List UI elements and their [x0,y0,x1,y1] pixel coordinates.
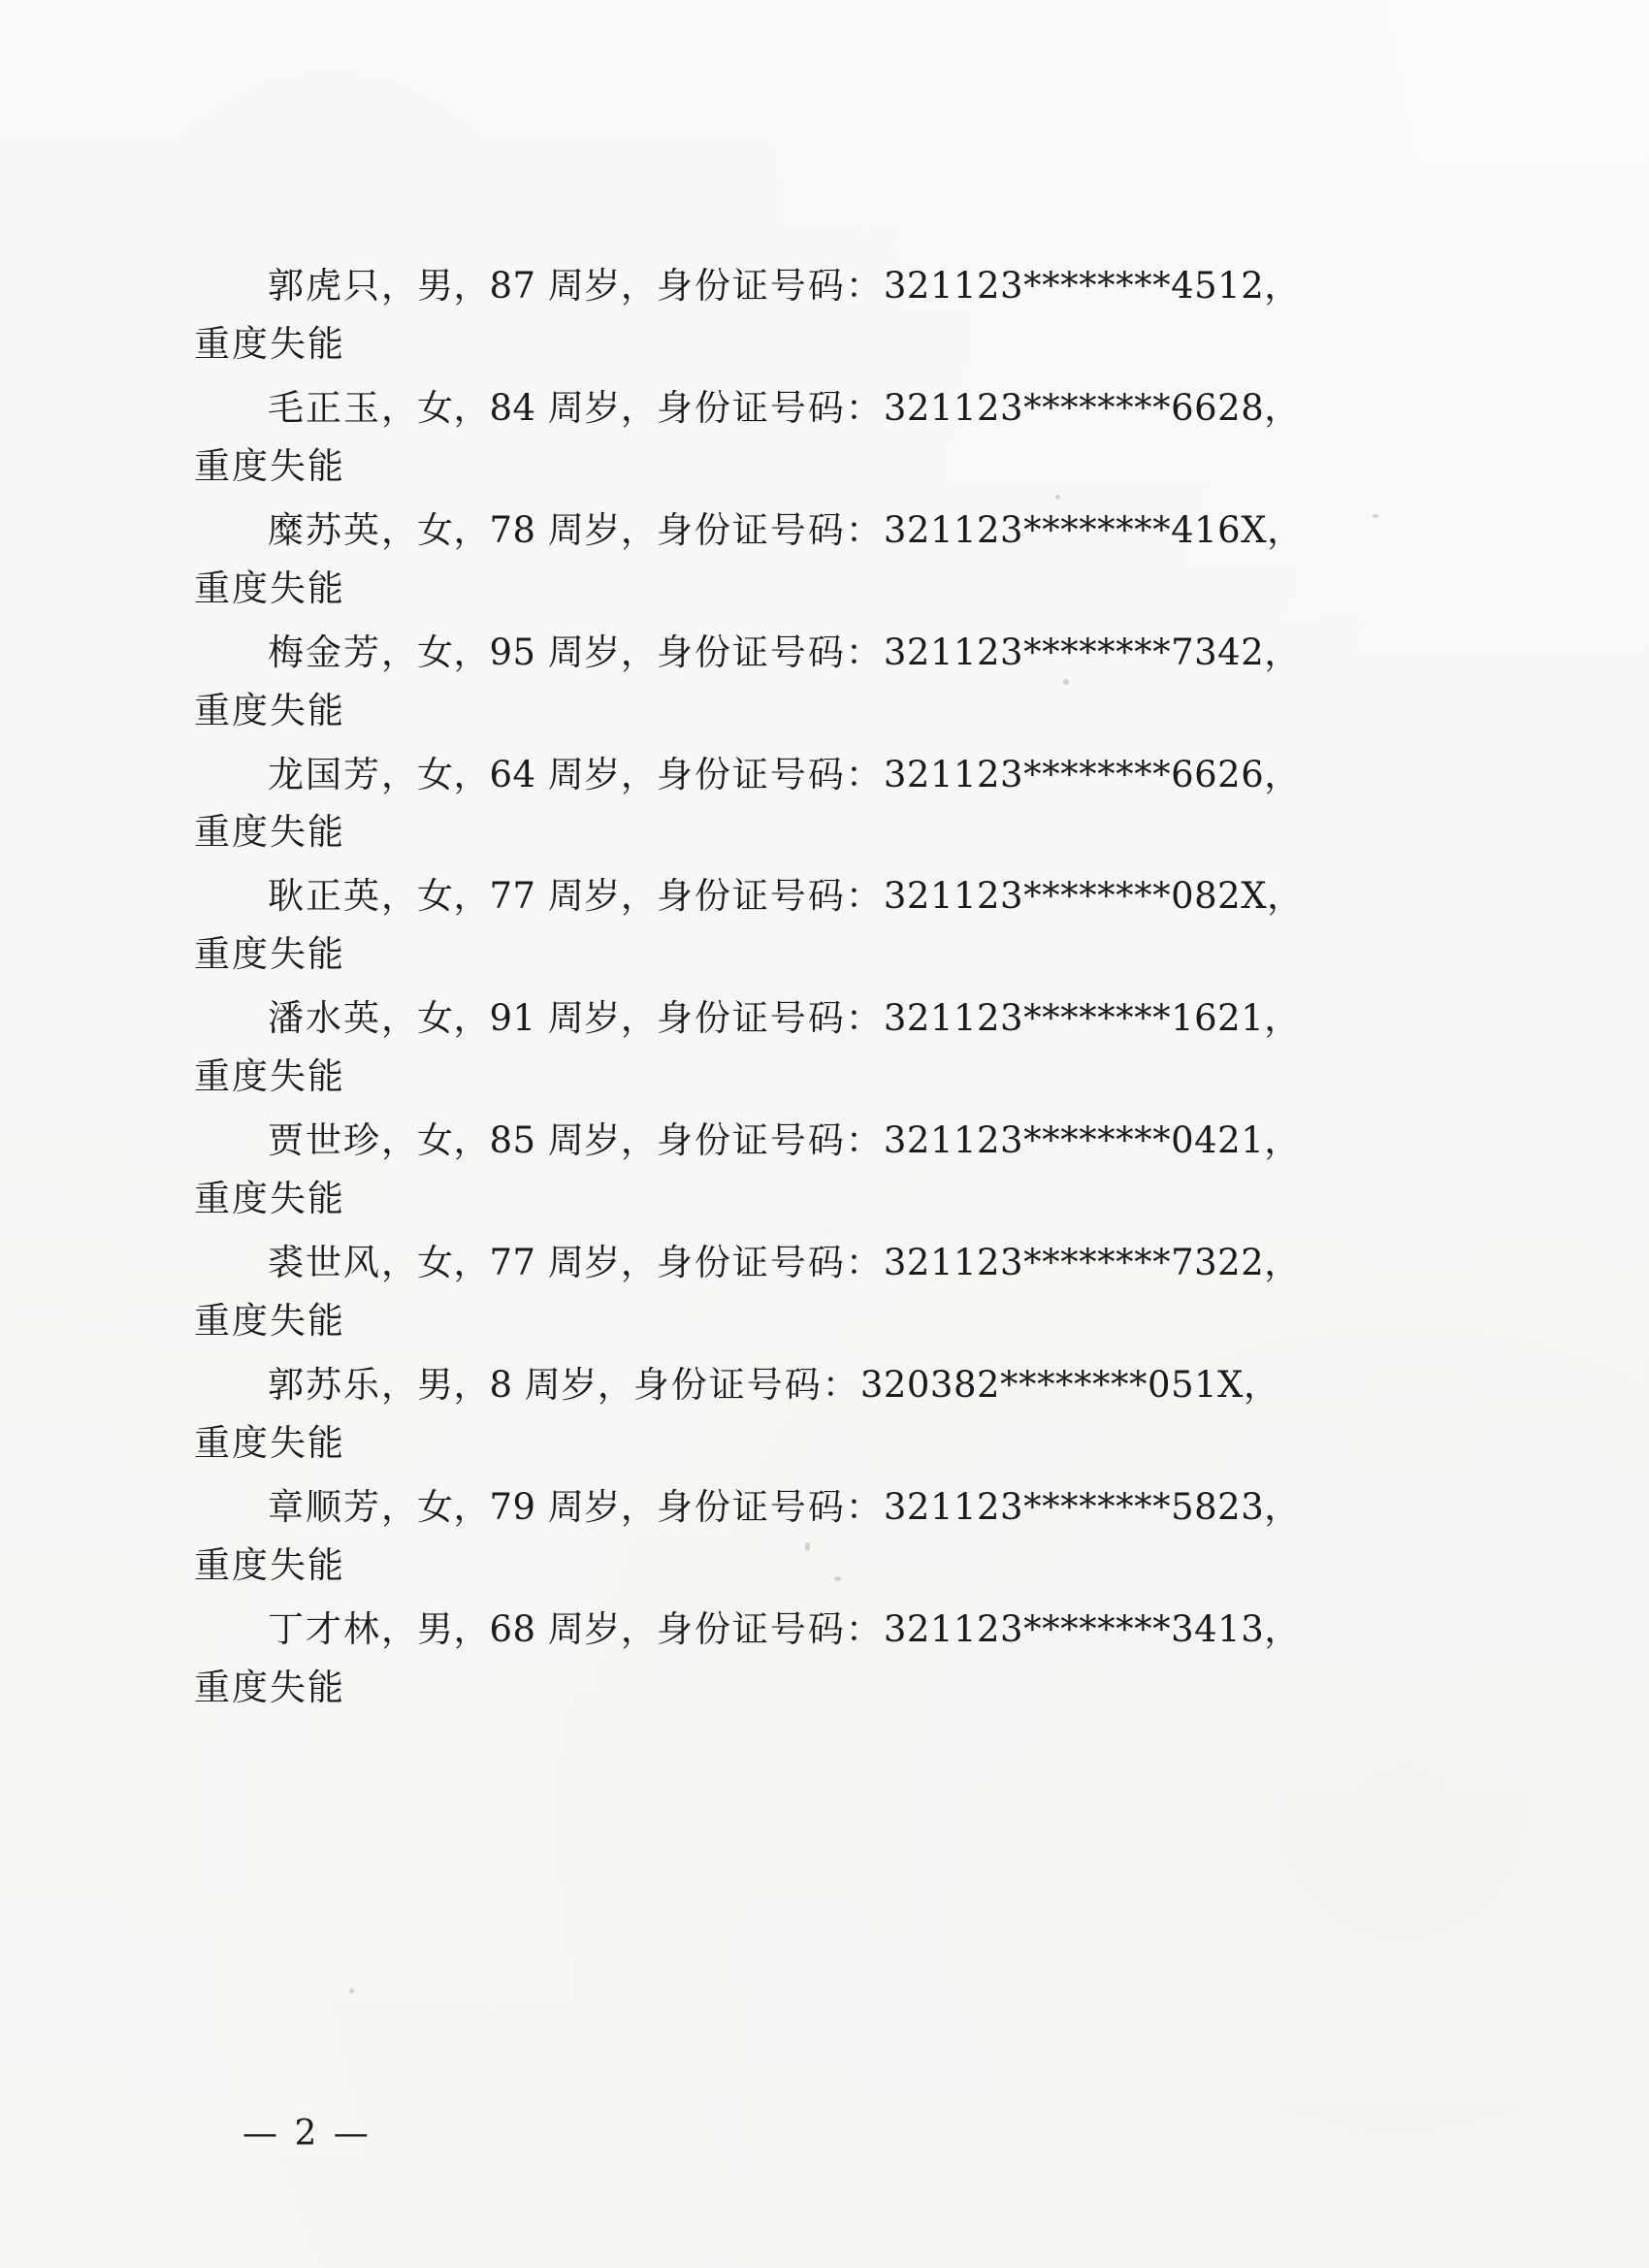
entry-item [194,867,1387,984]
entry-gender: 女 [417,1119,454,1162]
entry-separator: ， [381,997,417,1040]
entry-separator: ， [620,1242,657,1283]
entry-separator: ， [1264,997,1301,1040]
entry-gender: 男 [417,265,454,307]
entry-separator: ， [453,1119,490,1162]
entry-age-unit: 周岁 [535,386,621,429]
entry-gender: 女 [417,508,454,551]
entry-separator: ， [1264,1485,1301,1528]
entry-id-number: 321123********4512 [883,265,1265,307]
entry-id-label: 身份证号码： [656,1119,884,1162]
entry-separator: ， [620,386,657,429]
entry-name: 毛正玉 [268,386,381,429]
entry-separator: ， [620,1485,657,1528]
entry-item [194,1234,1387,1350]
entry-main-line [194,379,1387,437]
entry-item [194,1112,1387,1228]
entry-age-unit: 周岁 [535,875,621,918]
entry-separator: ， [597,1363,633,1406]
entry-separator: ， [620,265,657,307]
entry-status: 重度失能 [194,444,345,487]
entry-gender: 男 [417,1607,454,1650]
entry-separator: ， [381,1607,417,1650]
entry-main-line [194,746,1387,804]
entry-separator: ， [381,1119,417,1162]
entry-age: 64 [489,753,536,795]
entry-status: 重度失能 [194,1543,345,1586]
entry-gender: 女 [417,631,454,673]
entry-name: 丁才林 [268,1607,381,1650]
entry-age-unit: 周岁 [535,1485,621,1528]
entry-separator: ， [1264,1119,1301,1162]
entry-item [194,1601,1387,1717]
entry-id-label: 身份证号码： [656,386,884,429]
entry-separator: ， [620,997,657,1040]
entry-separator: ， [1264,631,1301,673]
entry-age-unit: 周岁 [535,753,621,795]
entry-id-number: 321123********6626 [883,753,1265,795]
entry-separator: ， [453,508,490,551]
entry-id-label: 身份证号码： [656,631,884,673]
entry-separator: ， [381,753,417,795]
entry-item [194,1356,1387,1473]
entry-status: 重度失能 [194,1421,345,1464]
entry-list [194,257,1387,1723]
entry-item [194,257,1387,373]
entry-id-label: 身份证号码： [656,508,884,551]
entry-separator: ， [381,875,417,918]
entry-item [194,379,1387,496]
entry-id-label: 身份证号码： [656,997,884,1040]
entry-separator: ， [1264,265,1301,307]
entry-status: 重度失能 [194,689,345,731]
entry-gender: 女 [417,1242,454,1283]
entry-separator: ， [381,508,417,551]
entry-gender: 女 [417,1485,454,1528]
entry-separator: ， [1264,753,1301,795]
entry-main-line [194,1601,1387,1659]
entry-separator: ， [453,1363,490,1406]
entry-gender: 女 [417,997,454,1040]
entry-id-label: 身份证号码： [656,265,884,307]
entry-separator: ， [620,875,657,918]
entry-age: 68 [489,1607,536,1650]
entry-separator: ， [1267,875,1304,918]
entry-separator: ， [453,753,490,795]
entry-id-number: 321123********1621 [883,997,1265,1040]
entry-age-unit: 周岁 [535,265,621,307]
entry-separator: ， [1244,1363,1280,1406]
entry-status: 重度失能 [194,1178,345,1220]
entry-main-line [194,502,1387,560]
entry-main-line [194,257,1387,315]
entry-item [194,1478,1387,1595]
entry-separator: ， [453,1242,490,1283]
entry-id-number: 321123********5823 [883,1485,1265,1528]
entry-status: 重度失能 [194,567,345,609]
entry-status: 重度失能 [194,1299,345,1342]
entry-separator: ， [620,508,657,551]
entry-gender: 男 [417,1363,454,1406]
entry-separator: ， [620,1119,657,1162]
entry-separator: ， [1264,386,1301,429]
entry-separator: ， [381,1242,417,1283]
entry-name: 耿正英 [268,875,381,918]
entry-separator: ， [381,1363,417,1406]
page-number: — 2 — [242,2114,372,2154]
entry-main-line [194,1234,1387,1292]
entry-age-unit: 周岁 [535,997,621,1040]
entry-separator: ， [620,753,657,795]
entry-name: 梅金芳 [268,631,381,673]
entry-item [194,746,1387,862]
entry-separator: ， [453,631,490,673]
entry-main-line [194,867,1387,925]
entry-age-unit: 周岁 [535,508,621,551]
entry-separator: ， [381,386,417,429]
entry-id-label: 身份证号码： [656,875,884,918]
entry-main-line [194,989,1387,1048]
entry-age: 87 [489,265,536,307]
entry-id-number: 321123********3413 [883,1607,1265,1650]
entry-separator: ， [1267,508,1304,551]
entry-separator: ， [381,1485,417,1528]
entry-id-number: 321123********416X [883,508,1268,551]
entry-status: 重度失能 [194,933,345,976]
entry-id-number: 321123********7342 [883,631,1265,673]
entry-separator: ， [1264,1242,1301,1283]
entry-age-unit: 周岁 [512,1363,598,1406]
entry-name: 裘世风 [268,1242,381,1283]
entry-age: 8 [489,1363,513,1406]
entry-separator: ， [620,631,657,673]
entry-status: 重度失能 [194,1055,345,1098]
entry-separator: ， [1264,1607,1301,1650]
entry-age: 95 [489,631,536,673]
entry-id-label: 身份证号码： [632,1363,860,1406]
entry-age: 79 [489,1485,536,1528]
entry-main-line [194,1356,1387,1414]
entry-age: 77 [489,875,536,918]
entry-id-number: 320382********051X [859,1363,1245,1406]
entry-age-unit: 周岁 [535,1119,621,1162]
entry-name: 贾世珍 [268,1119,381,1162]
entry-item [194,989,1387,1106]
entry-separator: ， [453,1607,490,1650]
entry-main-line [194,1112,1387,1170]
entry-gender: 女 [417,753,454,795]
entry-name: 龙国芳 [268,753,381,795]
entry-item [194,502,1387,618]
entry-main-line [194,624,1387,682]
entry-age: 85 [489,1119,536,1162]
entry-status: 重度失能 [194,1666,345,1708]
entry-separator: ， [453,997,490,1040]
entry-id-number: 321123********082X [883,875,1268,918]
entry-separator: ， [381,631,417,673]
entry-gender: 女 [417,875,454,918]
entry-age-unit: 周岁 [535,1242,621,1283]
entry-main-line [194,1478,1387,1537]
entry-id-label: 身份证号码： [656,1242,884,1283]
entry-status: 重度失能 [194,322,345,365]
entry-age-unit: 周岁 [535,1607,621,1650]
entry-id-number: 321123********7322 [883,1242,1265,1283]
entry-name: 糜苏英 [268,508,381,551]
entry-separator: ， [453,265,490,307]
entry-age: 84 [489,386,536,429]
entry-separator: ， [453,875,490,918]
entry-id-number: 321123********6628 [883,386,1265,429]
entry-id-label: 身份证号码： [656,1607,884,1650]
entry-id-number: 321123********0421 [883,1119,1265,1162]
entry-separator: ， [381,265,417,307]
entry-gender: 女 [417,386,454,429]
entry-age: 91 [489,997,536,1040]
scan-speck [349,1989,354,1993]
entry-status: 重度失能 [194,811,345,854]
entry-name: 章顺芳 [268,1485,381,1528]
entry-separator: ， [453,1485,490,1528]
entry-age-unit: 周岁 [535,631,621,673]
entry-id-label: 身份证号码： [656,753,884,795]
entry-separator: ， [453,386,490,429]
entry-name: 郭苏乐 [268,1363,381,1406]
entry-separator: ， [620,1607,657,1650]
entry-age: 77 [489,1242,536,1283]
entry-id-label: 身份证号码： [656,1485,884,1528]
entry-age: 78 [489,508,536,551]
entry-name: 潘水英 [268,997,381,1040]
entry-item [194,624,1387,740]
entry-name: 郭虎只 [268,265,381,307]
